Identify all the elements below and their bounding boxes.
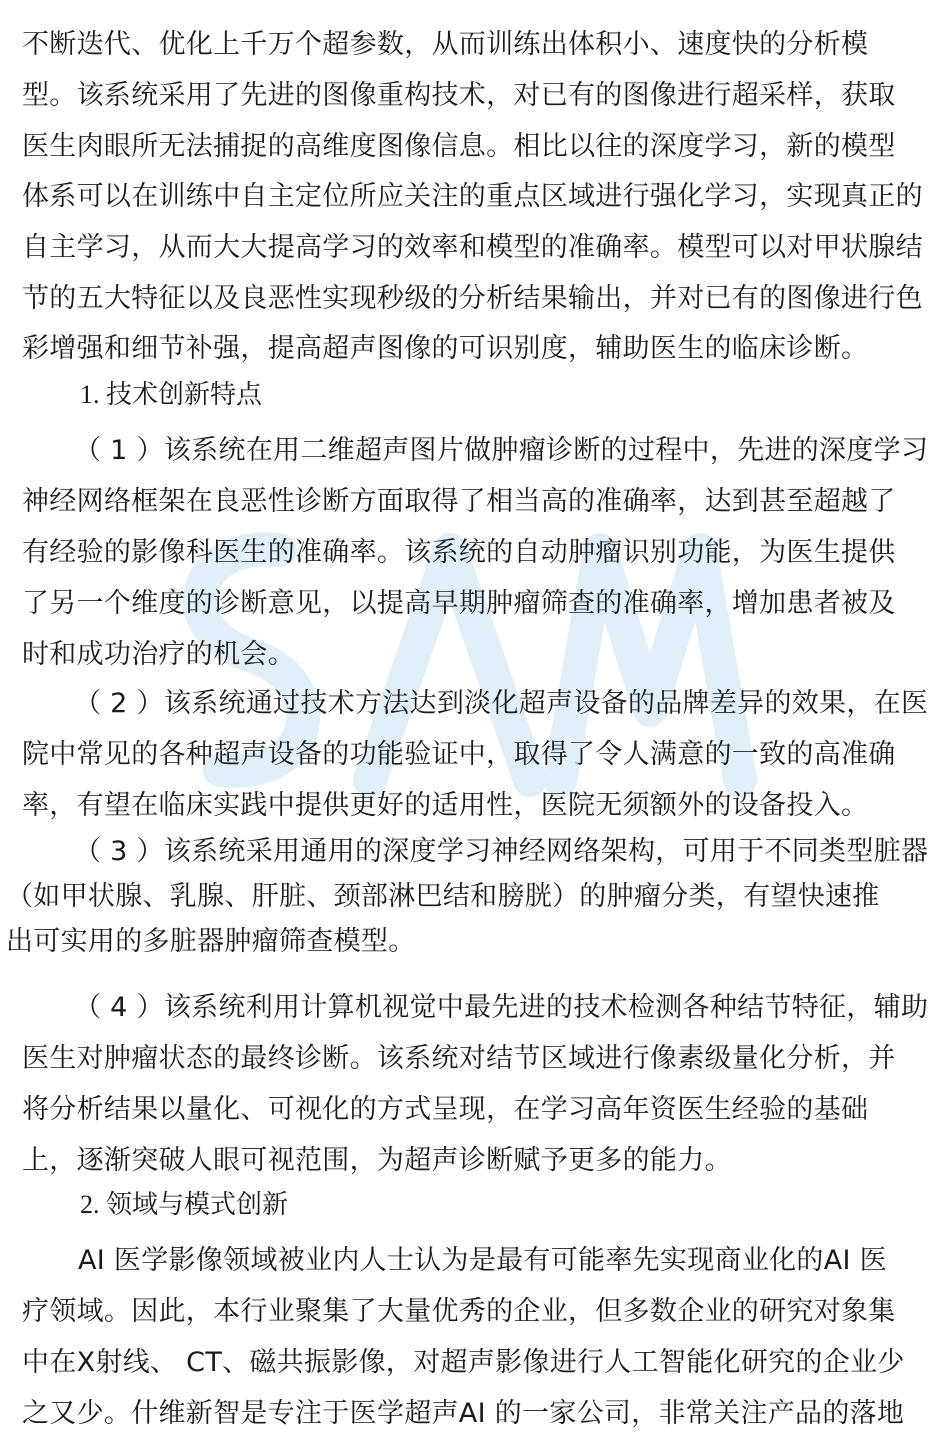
section-heading-1: 1. 技术创新特点	[80, 380, 263, 409]
paragraph-line: AI 医学影像领域被业内人士认为是最有可能率先实现商业化的AI 医	[78, 1245, 887, 1276]
paragraph-line: 上，逐渐突破人眼可视范围，为超声诊断赋予更多的能力。	[22, 1145, 732, 1176]
paragraph-line: 医生对肿瘤状态的最终诊断。该系统对结节区域进行像素级量化分析，并	[22, 1043, 896, 1074]
item-3-line: （ 3 ）该系统采用通用的深度学习神经网络架构，可用于不同类型脏器	[74, 836, 929, 867]
paragraph-line: 自主学习，从而大大提高学习的效率和模型的准确率。模型可以对甲状腺结	[22, 232, 923, 263]
paragraph-line: （如甲状腺、乳腺、肝脏、颈部淋巴结和膀胱）的肿瘤分类，有望快速推	[6, 881, 880, 912]
paragraph-line: 彩增强和细节补强，提高超声图像的可识别度，辅助医生的临床诊断。	[22, 333, 869, 364]
paragraph-line: 有经验的影像科医生的准确率。该系统的自动肿瘤识别功能，为医生提供	[22, 537, 896, 568]
paragraph-line: 医生肉眼所无法捕捉的高维度图像信息。相比以往的深度学习，新的模型	[22, 131, 896, 162]
item-4-line: （ 4 ）该系统利用计算机视觉中最先进的技术检测各种结节特征，辅助	[74, 992, 929, 1023]
paragraph-line: 不断迭代、优化上千万个超参数，从而训练出体积小、速度快的分析模	[22, 29, 869, 60]
paragraph-line: 出可实用的多脏器肿瘤筛查模型。	[6, 926, 416, 957]
section-heading-2: 2. 领域与模式创新	[80, 1190, 289, 1219]
paragraph-line: 之又少。什维新智是专注于医学超声AI 的一家公司，非常关注产品的落地	[22, 1398, 905, 1429]
paragraph-line: 型。该系统采用了先进的图像重构技术，对已有的图像进行超采样，获取	[22, 80, 896, 111]
paragraph-line: 节的五大特征以及良恶性实现秒级的分析结果输出，并对已有的图像进行色	[22, 283, 923, 314]
paragraph-line: 时和成功治疗的机会。	[22, 639, 295, 670]
item-1-line: （ 1 ）该系统在用二维超声图片做肿瘤诊断的过程中，先进的深度学习	[74, 435, 929, 466]
paragraph-line: 了另一个维度的诊断意见，以提高早期肿瘤筛查的准确率，增加患者被及	[22, 588, 896, 619]
paragraph-line: 神经网络框架在良恶性诊断方面取得了相当高的准确率，达到甚至超越了	[22, 486, 896, 517]
paragraph-line: 率，有望在临床实践中提供更好的适用性，医院无须额外的设备投入。	[22, 790, 869, 821]
item-2-line: （ 2 ）该系统通过技术方法达到淡化超声设备的品牌差异的效果，在医	[74, 688, 929, 719]
paragraph-line: 中在X射线、 CT、磁共振影像，对超声影像进行人工智能化研究的企业少	[22, 1347, 905, 1378]
paragraph-line: 将分析结果以量化、可视化的方式呈现，在学习高年资医生经验的基础	[22, 1094, 869, 1125]
paragraph-line: 院中常见的各种超声设备的功能验证中，取得了令人满意的一致的高准确	[22, 739, 896, 770]
paragraph-line: 疗领域。因此，本行业聚集了大量优秀的企业，但多数企业的研究对象集	[22, 1296, 896, 1327]
paragraph-line: 体系可以在训练中自主定位所应关注的重点区域进行强化学习，实现真正的	[22, 181, 923, 212]
